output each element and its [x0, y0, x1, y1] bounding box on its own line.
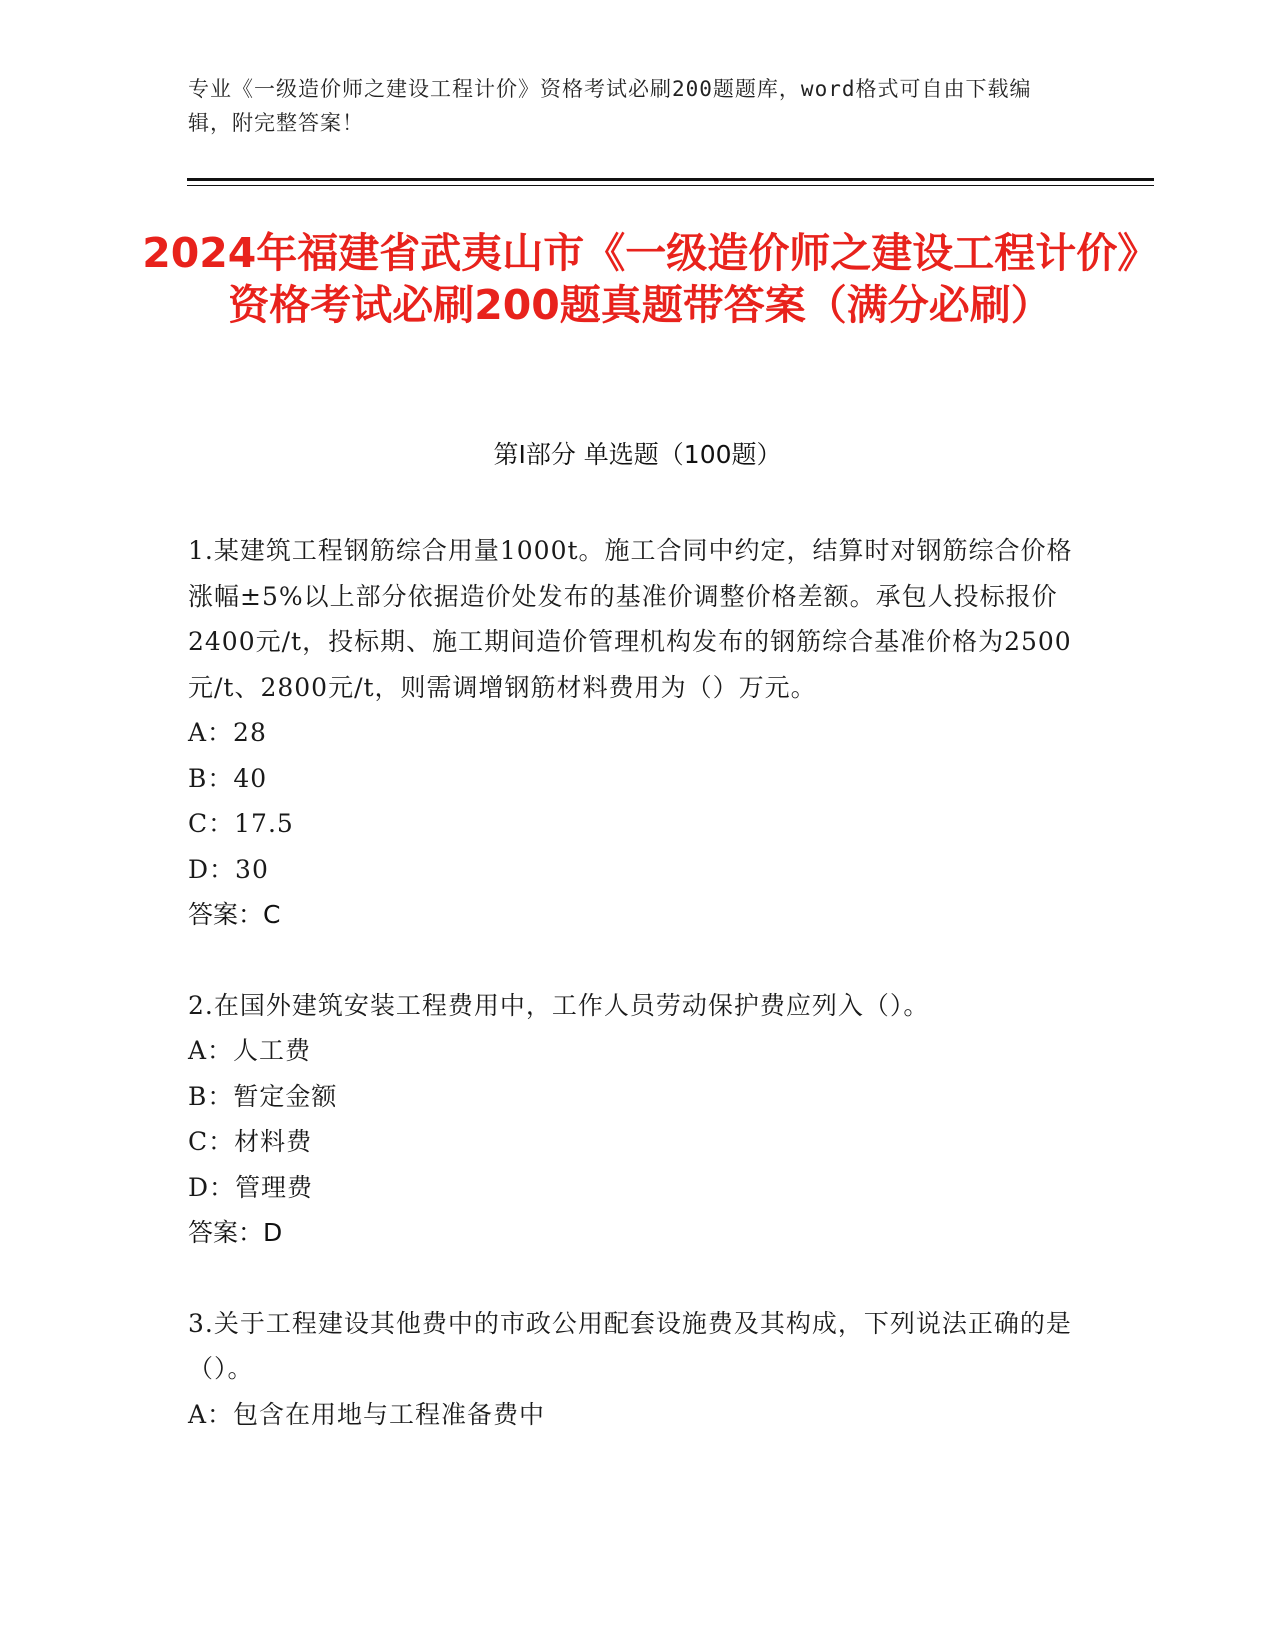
option-b: B：40 [188, 763, 268, 793]
question-2 [188, 983, 1088, 1256]
option-a: A：人工费 [188, 1036, 312, 1065]
question-3 [188, 1301, 1088, 1438]
question-stem: 1.某建筑工程钢筋综合用量1000t。施工合同中约定，结算时对钢筋综合价格涨幅±5%以上部分依据造价处发布的基准价调整价格差额。承包人投标报价2400元/t，投标期、施工期间造价管理机构发布的钢筋综合基准价格为2500元/t、2800元/t，则需调增钢筋材料费用为（）万元。 [188, 536, 1073, 702]
question-spacer [188, 1256, 1088, 1301]
option-a: A：包含在用地与工程准备费中 [188, 1399, 546, 1429]
header-divider-thin [187, 185, 1154, 186]
answer-line: 答案：D [188, 1218, 283, 1247]
header-note: 专业《一级造价师之建设工程计价》资格考试必刷200题题库，word格式可自由下载编辑，附完整答案！ [188, 77, 1032, 135]
header-divider-thick [187, 178, 1154, 181]
question-stem: 2.在国外建筑安装工程费用中，工作人员劳动保护费应列入（）。 [188, 990, 930, 1020]
option-d: D：管理费 [188, 1172, 314, 1202]
question-stem: 3.关于工程建设其他费中的市政公用配套设施费及其构成，下列说法正确的是（）。 [188, 1308, 1072, 1383]
option-a: A：28 [188, 718, 267, 747]
option-c: C：17.5 [188, 809, 294, 838]
question-1 [188, 528, 1088, 938]
question-spacer [188, 938, 1088, 983]
answer-line: 答案：C [188, 900, 281, 929]
question-list [188, 528, 1088, 1437]
option-c: C：材料费 [188, 1127, 313, 1156]
section-heading: 第Ⅰ部分 单选题（100题） [493, 440, 782, 469]
option-b: B：暂定金额 [188, 1081, 338, 1111]
option-d: D：30 [188, 854, 269, 884]
document-title: 2024年福建省武夷山市《一级造价师之建设工程计价》资格考试必刷200题真题带答案（满分必刷） [142, 229, 1138, 329]
